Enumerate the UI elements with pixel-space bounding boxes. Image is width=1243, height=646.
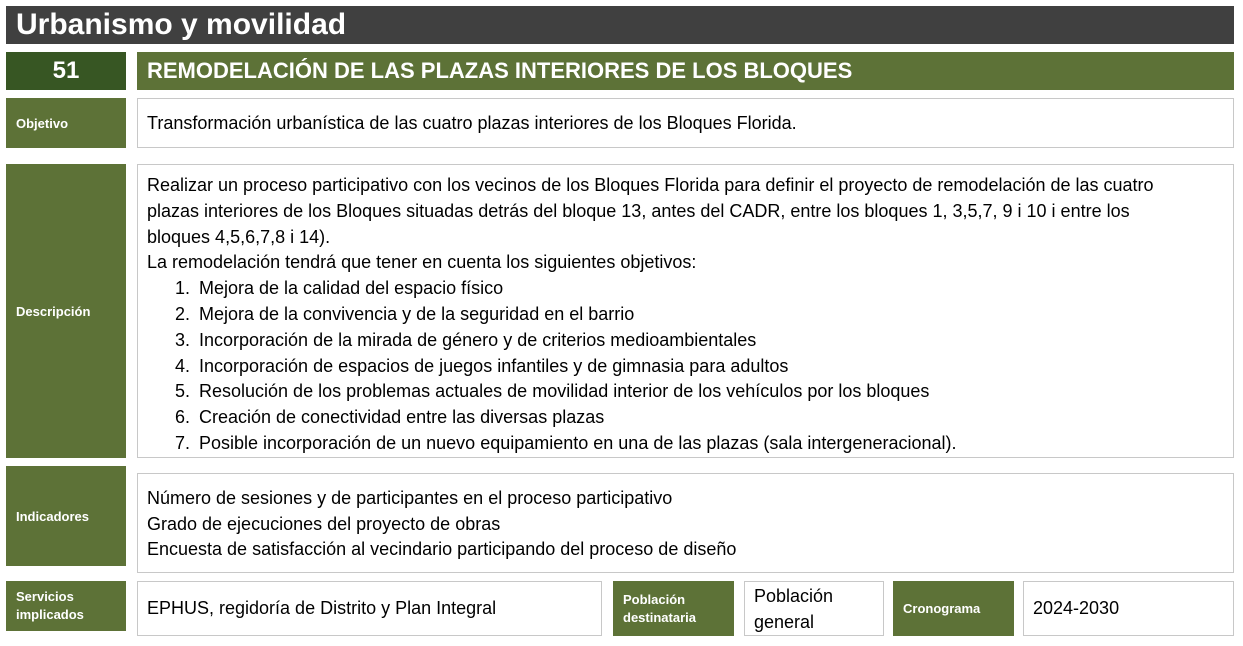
list-item: 7. Posible incorporación de un nuevo equipamiento en una de las plazas (sala intergeneracional). [195,431,1193,457]
servicios-text: EPHUS, regidoría de Distrito y Plan Integral [137,581,602,636]
objetivo-text: Transformación urbanística de las cuatro plazas interiores de los Bloques Florida. [137,98,1234,148]
list-item: 4. Incorporación de espacios de juegos infantiles y de gimnasia para adultos [195,354,1193,380]
servicios-label: Servicios implicados [6,581,126,631]
poblacion-text: Población general [744,581,884,636]
indicador-item: Grado de ejecuciones del proyecto de obras [147,513,501,534]
objetivos-list [147,276,1193,457]
cronograma-label: Cronograma [893,581,1014,636]
action-title: REMODELACIÓN DE LAS PLAZAS INTERIORES DE LOS BLOQUES [137,52,1234,90]
list-item: 3. Incorporación de la mirada de género y de criterios medioambientales [195,328,1193,354]
list-item: 2. Mejora de la convivencia y de la seguridad en el barrio [195,302,1193,328]
indicador-item: Encuesta de satisfacción al vecindario participando del proceso de diseño [147,539,737,559]
indicador-item: Número de sesiones y de participantes en el proceso participativo [147,488,673,508]
cronograma-text: 2024-2030 [1023,581,1234,636]
objetivo-label: Objetivo [6,98,126,148]
list-item: 6. Creación de conectividad entre las diversas plazas [195,405,1193,431]
action-number: 51 [6,52,126,90]
descripcion-intro: Realizar un proceso participativo con los vecinos de los Bloques Florida para definir el proyecto de remodelación de las cuatro plazas interiores de los Bloques situadas detrás del bloque 13, antes del CADR, entre los bloques 1, 3,5,7, 9 i 10 i entre los bloques 4,5,6,7,8 i 14). [147,175,1154,247]
section-title: Urbanismo y movilidad [6,6,1234,44]
list-item: 5. Resolución de los problemas actuales de movilidad interior de los vehículos por los bloques [195,379,1193,405]
poblacion-label: Población destinataria [613,581,734,636]
list-item: 1. Mejora de la calidad del espacio físico [195,276,1193,302]
descripcion-cell [137,164,1234,458]
indicadores-cell [137,473,1234,573]
descripcion-lead: La remodelación tendrá que tener en cuenta los siguientes objetivos: [147,252,697,273]
indicadores-label: Indicadores [6,466,126,566]
descripcion-label: Descripción [6,164,126,458]
